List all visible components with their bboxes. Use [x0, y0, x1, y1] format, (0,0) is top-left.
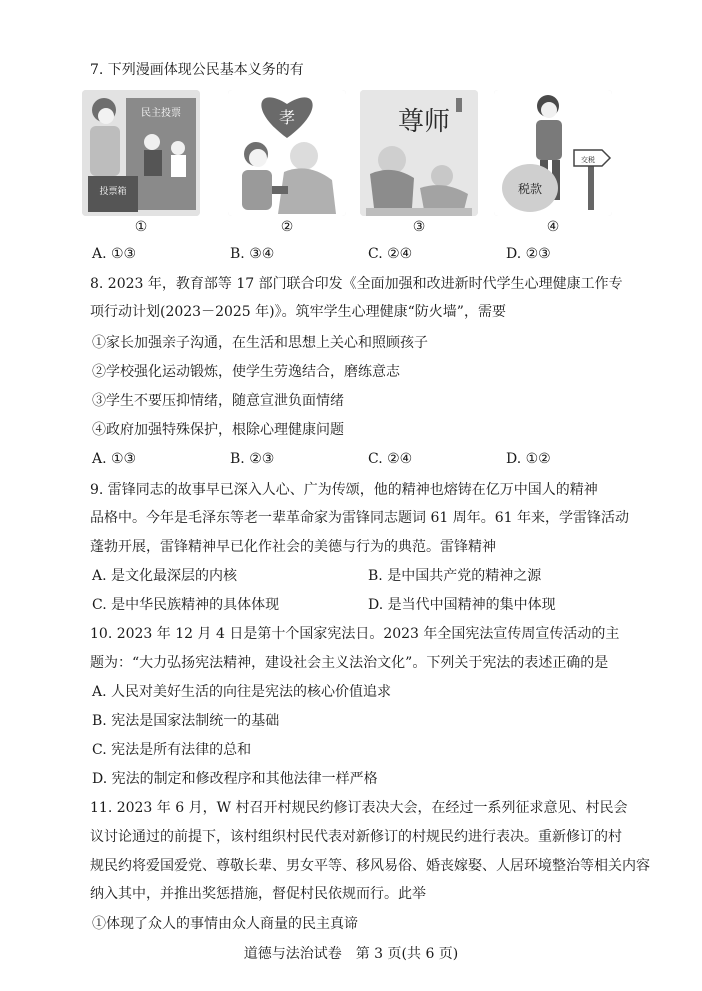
q10-option-c[interactable]: C. 宪法是所有法律的总和	[92, 742, 252, 758]
q11-stem-line-4: 纳入其中，并推出奖惩措施，督促村民依规而行。此举	[90, 886, 426, 902]
q9-stem-line-1: 9. 雷锋同志的故事早已深入人心、广为传颂，他的精神也熔铸在亿万中国人的精神	[90, 482, 598, 498]
q7-picture-1-number: ①	[134, 219, 148, 235]
q10-option-a[interactable]: A. 人民对美好生活的向往是宪法的核心价值追求	[92, 684, 392, 700]
q8-option-d[interactable]: D. ①②	[506, 451, 551, 467]
q8-option-c[interactable]: C. ②④	[368, 451, 413, 467]
xiao-caption: 孝	[278, 108, 296, 127]
q7-option-b[interactable]: B. ③④	[230, 246, 275, 262]
zunshi-caption: 尊师	[397, 107, 451, 137]
q7-option-d[interactable]: D. ②③	[506, 246, 551, 262]
q9-option-a[interactable]: A. 是文化最深层的内核	[92, 568, 238, 584]
q8-item-1: ①家长加强亲子沟通，在生活和思想上关心和照顾孩子	[92, 335, 428, 351]
q10-option-d[interactable]: D. 宪法的制定和修改程序和其他法律一样严格	[92, 771, 378, 787]
q9-stem-line-2: 品格中。今年是毛泽东等老一辈革命家为雷锋同志题词 61 周年。61 年来，学雷锋活动	[90, 510, 629, 526]
q7-picture-2-number: ②	[280, 219, 294, 235]
q9-stem-line-3: 蓬勃开展，雷锋精神早已化作社会的美德与行为的典范。雷锋精神	[90, 539, 496, 555]
q8-stem-line-1: 8. 2023 年，教育部等 17 部门联合印发《全面加强和改进新时代学生心理健康工作专	[90, 276, 623, 292]
q7-option-c[interactable]: C. ②④	[368, 246, 413, 262]
q8-item-2: ②学校强化运动锻炼，使学生劳逸结合，磨练意志	[92, 364, 400, 380]
tax-bag-label: 税款	[517, 182, 543, 196]
q11-stem-line-1: 11. 2023 年 6 月，W 村召开村规民约修订表决大会，在经过一系列征求意见、村民会	[90, 800, 628, 816]
q10-stem-line-2: 题为：“大力弘扬宪法精神，建设社会主义法治文化”。下列关于宪法的表述正确的是	[90, 655, 609, 671]
ballot-box-label: 投票箱	[99, 187, 127, 197]
q8-item-4: ④政府加强特殊保护，根除心理健康问题	[92, 422, 344, 438]
q7-picture-4-number: ④	[546, 219, 560, 235]
q9-option-c[interactable]: C. 是中华民族精神的具体体现	[92, 597, 280, 613]
q10-stem-line-1: 10. 2023 年 12 月 4 日是第十个国家宪法日。2023 年全国宪法宣传周宣传活动的主	[90, 626, 620, 642]
q11-stem-line-2: 议讨论通过的前提下，该村组织村民代表对新修订的村规民约进行表决。重新修订的村	[90, 829, 622, 845]
q9-option-d[interactable]: D. 是当代中国精神的集中体现	[368, 597, 556, 613]
q11-item-1: ①体现了众人的事情由众人商量的民主真谛	[92, 916, 358, 932]
q8-option-a[interactable]: A. ①③	[92, 451, 137, 467]
voting-cartoon-icon	[82, 90, 200, 216]
q8-item-3: ③学生不要压抑情绪，随意宣泄负面情绪	[92, 393, 344, 409]
tax-sign-label: 交税	[581, 156, 595, 164]
q8-stem-line-2: 项行动计划(2023－2025 年)》。筑牢学生心理健康“防火墙”，需要	[90, 304, 506, 320]
q7-picture-3	[360, 90, 478, 216]
q7-picture-1	[82, 90, 200, 216]
q7-option-a[interactable]: A. ①③	[92, 246, 137, 262]
q7-stem: 7. 下列漫画体现公民基本义务的有	[90, 62, 304, 78]
q10-option-b[interactable]: B. 宪法是国家法制统一的基础	[92, 713, 280, 729]
q7-picture-3-number: ③	[412, 219, 426, 235]
tax-cartoon-icon	[494, 90, 612, 216]
voting-caption: 民主投票	[141, 108, 181, 119]
q8-option-b[interactable]: B. ②③	[230, 451, 275, 467]
page-footer: 道德与法治试卷 第 3 页(共 6 页)	[243, 946, 459, 962]
q7-picture-2	[228, 90, 346, 216]
respect-teacher-cartoon-icon	[360, 90, 478, 216]
q7-picture-4	[494, 90, 612, 216]
q9-option-b[interactable]: B. 是中国共产党的精神之源	[368, 568, 542, 584]
q11-stem-line-3: 规民约将爱国爱党、尊敬长辈、男女平等、移风易俗、婚丧嫁娶、人居环境整治等相关内容	[90, 858, 650, 874]
filial-piety-cartoon-icon	[228, 90, 346, 216]
